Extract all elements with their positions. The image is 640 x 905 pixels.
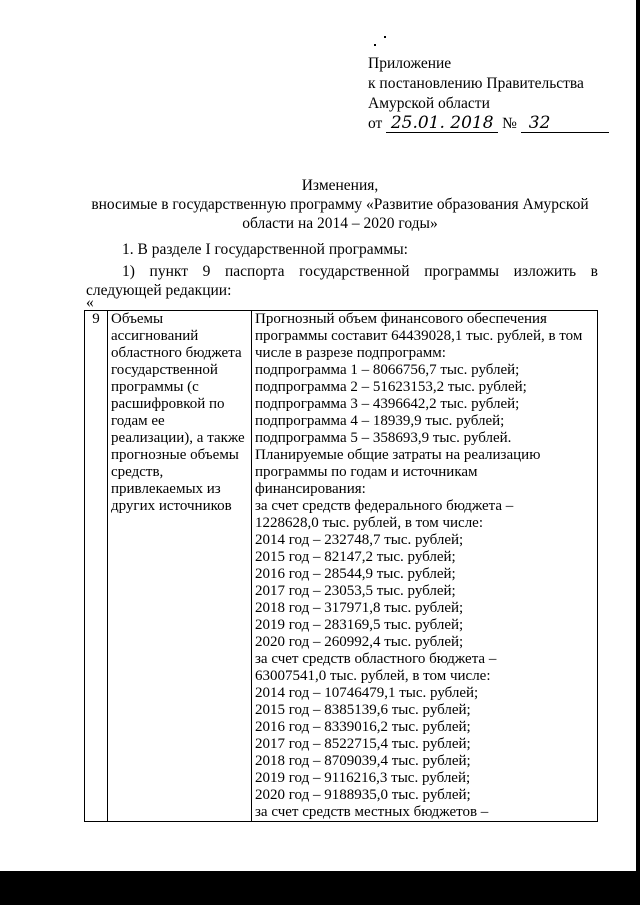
value-line: 2019 год – 283169,5 тыс. рублей; [255,617,464,633]
appendix-date-row [368,114,609,134]
date-prefix: от [368,115,383,132]
value-line: программы составит 64439028,1 тыс. рублей, в том [255,328,583,344]
value-line: программы по годам и источникам [255,464,478,480]
value-line: подпрограмма 1 – 8066756,7 тыс. рублей; [255,362,520,378]
value-line: 2019 год – 9116216,3 тыс. рублей; [255,770,471,786]
name-line: областного бюджета [111,345,242,361]
value-line: подпрограмма 4 – 18939,9 тыс. рублей; [255,413,505,429]
value-line: 2017 год – 8522715,4 тыс. рублей; [255,736,471,752]
title-line-3: области на 2014 – 2020 годы» [242,215,438,232]
value-line: 2020 год – 260992,4 тыс. рублей; [255,634,464,650]
name-line: ассигнований [111,328,199,344]
scan-edge-right [636,0,640,905]
appendix-title: Приложение [368,55,452,72]
value-line: Планируемые общие затраты на реализацию [255,447,541,463]
value-line: 1228628,0 тыс. рублей, в том числе: [255,515,484,531]
handwritten-number: 32 [528,113,551,133]
value-line: 2015 год – 82147,2 тыс. рублей; [255,549,456,565]
value-line: подпрограмма 3 – 4396642,2 тыс. рублей; [255,396,520,412]
value-line: 2014 год – 10746479,1 тыс. рублей; [255,685,479,701]
opening-quote: « [86,294,94,311]
name-line: Объемы [111,311,164,327]
value-line: 63007541,0 тыс. рублей, в том числе: [255,668,491,684]
scan-speck [374,44,376,46]
value-line: 2017 год – 23053,5 тыс. рублей; [255,583,456,599]
value-line: подпрограмма 2 – 51623153,2 тыс. рублей; [255,379,527,395]
scan-speck [384,36,386,38]
value-line: подпрограмма 5 – 358693,9 тыс. рублей. [255,430,512,446]
value-line: Прогнозный объем финансового обеспечения [255,311,547,327]
value-line: 2015 год – 8385139,6 тыс. рублей; [255,702,471,718]
appendix-resolution: к постановлению Правительства [368,75,584,92]
section-heading: 1. В разделе I государственной программы: [122,241,408,258]
name-line: средств, [111,464,164,480]
value-line: 2020 год – 9188935,0 тыс. рублей; [255,787,471,803]
passport-table [84,310,598,822]
item-paragraph: 1) пункт 9 паспорта государственной программы изложить в следующей редакции: [86,263,598,299]
value-line: 2018 год – 317971,8 тыс. рублей; [255,600,464,616]
name-line: реализации), а также [111,430,245,446]
value-line: финансирования: [255,481,366,497]
value-line: 2018 год – 8709039,4 тыс. рублей; [255,753,471,769]
name-line: программы (с [111,379,199,395]
value-line: числе в разрезе подпрограмм: [255,345,446,361]
appendix-region: Амурской области [368,95,490,112]
value-line: за счет средств федерального бюджета – [255,498,514,514]
appendix-header [368,54,609,134]
value-line: 2016 год – 28544,9 тыс. рублей; [255,566,456,582]
value-line: за счет средств областного бюджета – [255,651,497,667]
row-number-cell: 9 [85,311,108,822]
title-line-2: вносимые в государственную программу «Развитие образования Амурской [91,196,589,213]
scan-edge-bottom [0,871,640,905]
value-line: 2016 год – 8339016,2 тыс. рублей; [255,719,471,735]
title-line-1: Изменения, [301,177,379,194]
row-value-cell [252,311,598,822]
name-line: других источников [111,498,232,514]
name-line: государственной [111,362,218,378]
handwritten-date: 25.01. 2018 [390,113,494,133]
document-title [60,176,620,233]
name-line: расшифровкой по [111,396,225,412]
value-line: за счет средств местных бюджетов – [255,804,489,820]
table-row [85,311,598,822]
number-label: № [502,115,517,132]
row-name-cell [108,311,252,822]
name-line: годам ее [111,413,165,429]
value-line: 2014 год – 232748,7 тыс. рублей; [255,532,464,548]
name-line: прогнозные объемы [111,447,239,463]
name-line: привлекаемых из [111,481,221,497]
